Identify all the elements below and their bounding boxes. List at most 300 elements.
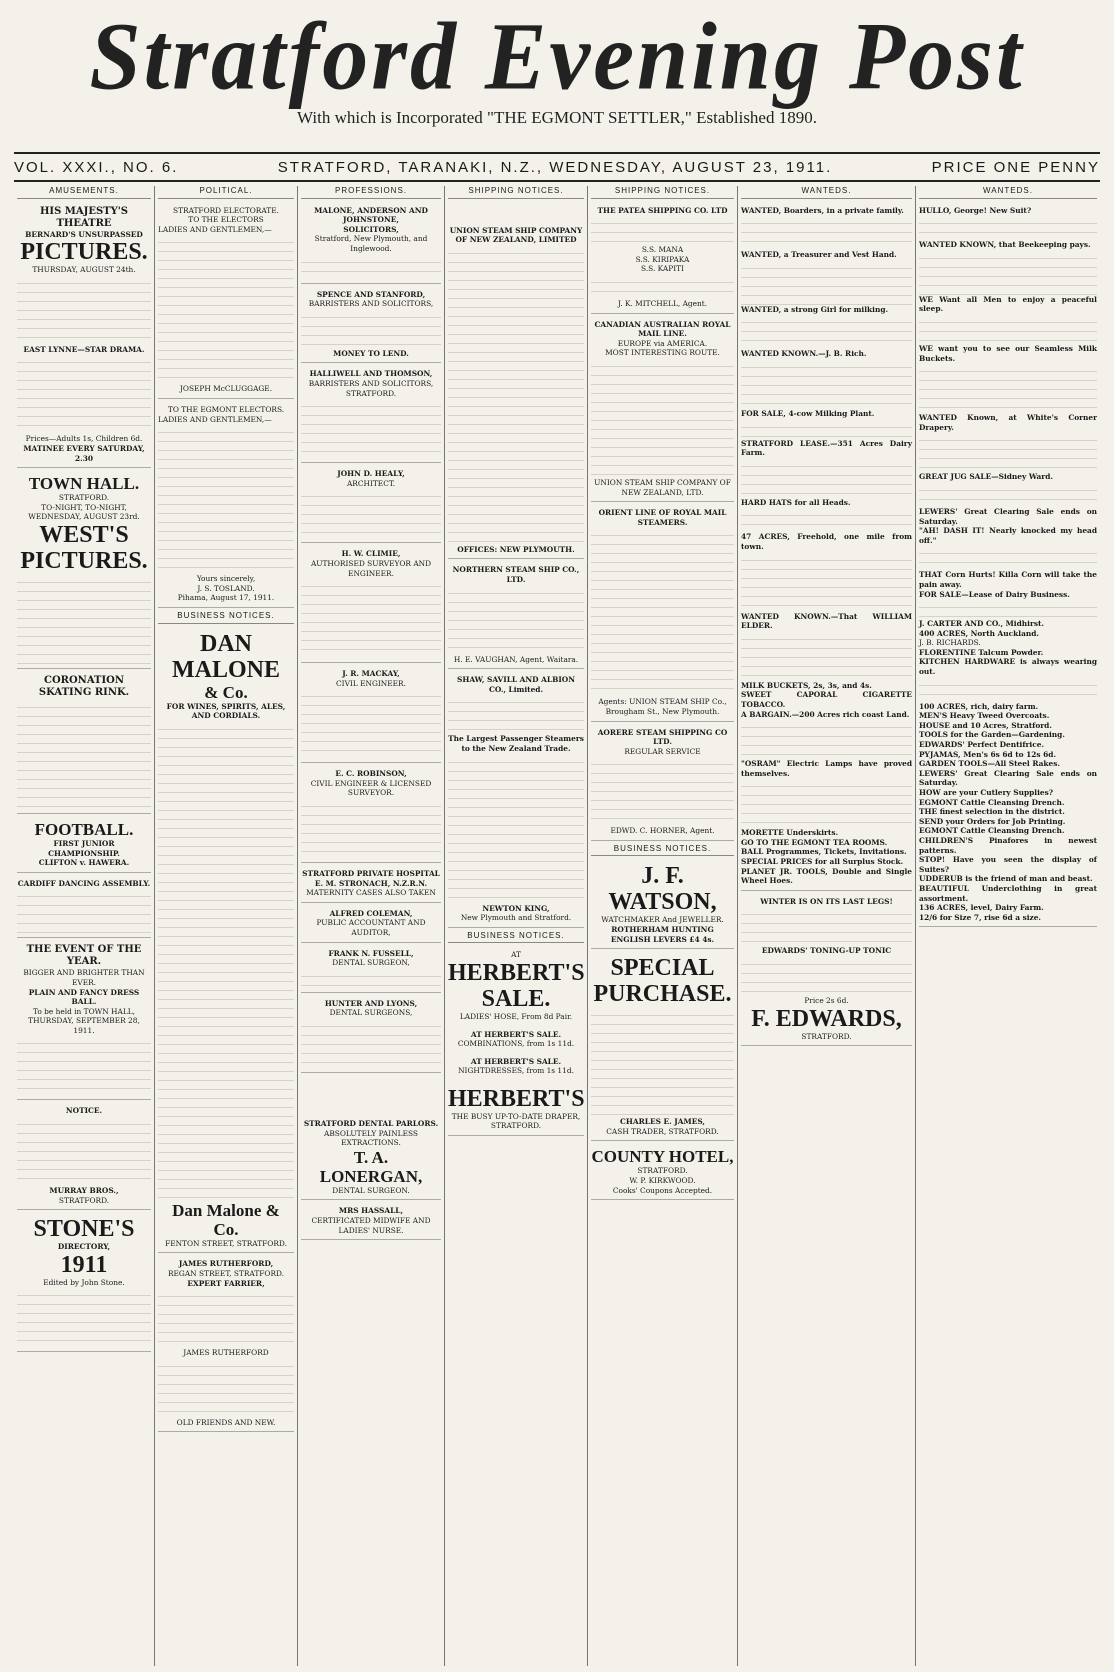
ad-line: Stratford, New Plymouth, and Inglewood. [314,234,428,253]
ad-line: DIRECTORY, [57,1242,111,1252]
ad-line: FIRST JUNIOR CHAMPIONSHIP. [48,838,120,858]
text-placeholder [301,488,441,538]
classified-item: KITCHEN HARDWARE is always wearing out. [919,657,1097,677]
ad-line: THE PATEA SHIPPING CO. LTD [597,205,728,215]
ad-line: OFFICES: NEW PLYMOUTH. [457,544,575,554]
classified-item: THAT Corn Hurts! Killa Corn will take the pain away. [919,570,1097,589]
classified-item: PYJAMAS, Men's 6s 6d to 12s 6d. [919,749,1057,759]
text-placeholder [741,359,912,409]
place-date: STRATFORD, TARANAKI, N.Z., WEDNESDAY, AUGUST 23, 1911. [277,158,833,176]
ad-line: TOWN HALL. [28,474,140,494]
ad-halliwell-thomson [301,366,441,463]
ad-private-hospital [301,866,441,903]
text-placeholder [17,1116,151,1186]
ad-stones-directory [17,1213,151,1352]
ad-line: HERBERT'S [448,959,585,986]
text-placeholder [741,215,912,250]
ad-line: OLD FRIENDS AND NEW. [176,1417,276,1427]
ad-line: MRS HASSALL, [338,1206,404,1216]
ad-line: ALFRED COLEMAN, [329,908,413,918]
text-placeholder [301,398,441,458]
ad-dental-parlors [301,1076,441,1200]
column-heading: POLITICAL. [158,186,294,199]
ad-line: E. C. ROBINSON, [335,769,407,779]
ad-line: Edited by John Stone. [43,1277,125,1287]
text-placeholder [741,631,912,681]
ad-line: EDWARDS' TONING-UP TONIC [761,946,892,956]
ad-line: CASH TRADER, STRATFORD. [606,1126,719,1136]
classified-item: WANTED, Boarders, in a private family. [741,205,904,215]
ad-line: J. F. WATSON, [608,863,717,916]
ad-line: SPECIAL [610,955,715,982]
text-placeholder [741,906,912,946]
ad-line: FENTON STREET, STRATFORD. [165,1238,287,1248]
ad-herberts-sale [448,947,584,1136]
classified-item: UDDERUB is the friend of man and beast. [919,874,1093,884]
classified-item: FOR SALE—Lease of Dairy Business. [919,589,1070,599]
ad-line: DAN MALONE [172,630,280,683]
column-heading: PROFESSIONS. [301,186,441,199]
text-placeholder [741,260,912,305]
ad-line: MONEY TO LEND. [333,348,409,358]
ad-fussell [301,946,441,993]
ad-line: CIVIL ENGINEER. [336,678,406,688]
ad-line: J. S. TOSLAND. [197,583,255,593]
ad-edwards-tonic [741,894,912,1046]
text-placeholder [158,234,294,384]
text-placeholder [17,1035,151,1095]
ad-line: CLIFTON v. HAWERA. [38,858,130,868]
classified-item: GARDEN TOOLS—All Steel Rakes. [919,759,1060,769]
column-wanteds-2 [916,186,1100,1666]
text-placeholder [158,1358,294,1418]
classified-item: SEND your Orders for Job Printing. [919,816,1066,826]
classified-item: WANTED KNOWN, that Beekeeping pays. [919,240,1091,250]
classified-item: A BARGAIN.—200 Acres rich coast Land. [741,709,910,719]
ad-line: MURRAY BROS., [49,1186,119,1196]
ad-line: ORIENT LINE OF ROYAL MAIL STEAMERS. [598,508,727,527]
ad-line: STRATFORD PRIVATE HOSPITAL [302,869,440,879]
ad-shaw-savill [448,672,584,928]
ad-line: AUTHORISED SURVEYOR AND ENGINEER. [310,558,432,578]
classified-item: BEAUTIFUL Underclothing in great assortment. [919,883,1097,903]
text-placeholder [919,432,1097,472]
ad-line: STRATFORD. [58,493,110,503]
ad-line: SPENCE AND STANFORD, [316,289,426,299]
ad-line: DENTAL SURGEON, [332,958,410,968]
ad-line: W. P. KIRKWOOD. [629,1176,696,1186]
ad-line: FOR WINES, SPIRITS, ALES, AND CORDIALS. [166,701,286,721]
ad-line: STONE'S [33,1216,135,1243]
ad-union-steam-ship [448,203,584,560]
ad-line: S.S. MANA [641,245,684,255]
text-placeholder [591,756,734,826]
ad-line: HALLIWELL AND THOMSON, [309,369,433,379]
ad-his-majestys-theatre [17,203,151,469]
column-wanteds-1 [738,186,916,1666]
ad-stratford-electorate [158,203,294,399]
ad-line: JAMES RUTHERFORD [183,1348,269,1358]
ad-line: BARRISTERS AND SOLICITORS, STRATFORD. [308,378,434,398]
classified-item: FOR SALE, 4-cow Milking Plant. [741,408,875,418]
classified-item: EDWARDS' Perfect Dentifrice. [919,740,1045,750]
classified-item: CHILDREN'S Pinafores in newest patterns. [919,835,1097,855]
ad-robinson [301,766,441,863]
classified-item: FLORENTINE Talcum Powder. [919,647,1044,657]
ship-illustration-icon [448,206,584,226]
text-placeholder [919,363,1097,413]
classified-item: J. CARTER AND CO., Midhirst. [919,619,1045,629]
ad-line: CANADIAN AUSTRALIAN ROYAL MAIL LINE. [594,319,731,339]
price: PRICE ONE PENNY [931,158,1100,176]
ad-line: S.S. KIRIPAKA [635,254,690,264]
ad-line: J. K. MITCHELL, Agent. [617,298,708,308]
classified-item: WANTED KNOWN.—J. B. Rich. [741,349,867,359]
classified-item: STOP! Have you seen the display of Suites? [919,855,1097,874]
classified-item: 100 ACRES, rich, dairy farm. [919,701,1039,711]
ad-line: ARCHITECT. [346,478,396,488]
ad-climie [301,546,441,663]
column-shipping-2 [588,186,738,1666]
ad-notice-murray [17,1103,151,1210]
ad-line: THE BUSY UP-TO-DATE DRAPER, [451,1111,581,1121]
newspaper-title: Stratford Evening Post [89,2,1025,110]
ad-line: T. A. LONERGAN, [319,1147,423,1186]
column-heading: BUSINESS NOTICES. [448,931,584,944]
ad-line: EAST LYNNE—STAR DRAMA. [23,344,145,354]
ad-line: PURCHASE. [593,981,732,1008]
ad-line: AT [511,950,521,960]
ad-line: UNION STEAM SHIP COMPANY OF NEW ZEALAND, LIMITED [449,225,583,245]
ad-line: MATINEE EVERY SATURDAY, 2.30 [23,443,145,463]
ad-line: J. R. MACKAY, [342,669,400,679]
text-placeholder [17,354,151,434]
text-placeholder [741,419,912,439]
ad-line: EDWD. C. HORNER, Agent. [610,826,715,836]
text-placeholder [17,699,151,809]
masthead [0,0,1114,150]
ad-line: AORERE STEAM SHIPPING CO LTD. [597,727,728,747]
ad-special-purchase [591,952,734,1141]
ad-line: Cooks' Coupons Accepted. [612,1185,713,1195]
ad-line: CIVIL ENGINEER & LICENSED SURVEYOR. [310,778,432,798]
classified-item: HOUSE and 10 Acres, Stratford. [919,720,1052,730]
ad-line: THURSDAY, AUGUST 24th. [32,265,136,275]
column-heading: BUSINESS NOTICES. [591,844,734,857]
classified-item: EGMONT Cattle Cleansing Drench. [919,826,1065,836]
classified-item: "OSRAM" Electric Lamps have proved themselves. [741,759,912,778]
ad-line: TO THE ELECTORS [188,215,264,225]
ad-line: STRATFORD ELECTORATE. [173,205,279,215]
text-placeholder [741,458,912,498]
text-placeholder [591,358,734,478]
ad-line: Price 2s 6d. [804,996,849,1006]
ad-egmont-electors [158,402,294,608]
ad-line: BERNARD'S UNSURPASSED [25,229,143,239]
column-heading: BUSINESS NOTICES. [158,611,294,624]
ad-line: CARDIFF DANCING ASSEMBLY. [17,878,151,888]
ad-line: SOLICITORS, [343,224,399,234]
ad-line: F. EDWARDS, [751,1005,902,1032]
ad-jf-watson [591,860,734,949]
ad-line: SALE. [481,985,551,1012]
ad-line: H. W. CLIMIE, [341,549,401,559]
newspaper-subtitle: With which is Incorporated "THE EGMONT SETTLER," Established 1890. [297,108,817,127]
ad-coronation-skating-rink [17,672,151,814]
column-heading: SHIPPING NOTICES. [591,186,734,199]
ad-line: REGULAR SERVICE [624,746,701,756]
ad-line: CHARLES E. JAMES, [620,1117,705,1127]
ad-line: UNION STEAM SHIP COMPANY OF NEW ZEALAND, LTD. [594,477,731,497]
volume-number: VOL. XXXI., NO. 6. [14,158,179,176]
ad-line: STRATFORD. [801,1031,852,1041]
text-placeholder [17,888,151,933]
dateline [14,152,1100,182]
classified-item: TOOLS for the Garden—Gardening. [919,730,1065,740]
ad-malone-anderson [301,203,441,284]
ad-line: PLAIN AND FANCY DRESS BALL. [28,987,140,1007]
classifieds [919,203,1097,928]
classified-item: MEN'S Heavy Tweed Overcoats. [919,711,1050,721]
ad-line: & Co. [204,682,248,702]
classified-item: "AH! DASH IT! Nearly knocked my head off." [919,526,1097,545]
ad-line: WEST'S [39,521,129,548]
text-placeholder [591,527,734,697]
classified-item: BALL Programmes, Tickets, Invitations. [741,847,907,857]
classified-item: WANTED Known, at White's Corner Drapery. [919,413,1097,432]
ad-patea-shipping [591,203,734,314]
ad-line: NORTHERN STEAM SHIP CO., LTD. [452,565,580,584]
ad-line: H. E. VAUGHAN, Agent, Waitara. [453,654,579,664]
ad-line: BARRISTERS AND SOLICITORS, [308,299,434,309]
ad-line: SHAW, SAVILL AND ALBION CO., Limited. [457,675,575,694]
text-placeholder [919,482,1097,507]
ad-line: STRATFORD. [490,1121,542,1131]
ad-northern-steam-ship [448,562,584,669]
classified-item: THE finest selection in the district. [919,807,1065,817]
ad-line: THE EVENT OF THE YEAR. [26,944,142,968]
ad-line: ABSOLUTELY PAINLESS EXTRACTIONS. [324,1128,418,1148]
classified-item: GREAT JUG SALE—Sidney Ward. [919,472,1053,482]
text-placeholder [448,754,584,904]
ad-line: Agents: UNION STEAM SHIP Co., Brougham St., New Plymouth. [598,697,727,716]
ad-line: Prices—Adults 1s, Children 6d. [25,434,143,444]
text-placeholder [301,1018,441,1068]
text-placeholder [301,254,441,279]
column-professions [298,186,445,1666]
ad-line: HERBERT'S [448,1085,585,1112]
ad-james-rutherford [158,1256,294,1432]
ad-line: BIGGER AND BRIGHTER THAN EVER. [23,968,145,987]
ad-line: Dan Malone & Co. [172,1200,280,1239]
text-placeholder [591,1007,734,1117]
text-placeholder [591,215,734,245]
classified-item: STRATFORD LEASE.—351 Acres Dairy Farm. [741,438,912,458]
ad-line: LADIES AND GENTLEMEN,— [158,224,272,234]
ad-line: PUBLIC ACCOUNTANT AND AUDITOR, [316,918,426,938]
ad-line: WINTER IS ON ITS LAST LEGS! [760,896,893,906]
text-placeholder [919,599,1097,619]
text-placeholder [591,274,734,299]
classified-item: SWEET CAPORAL CIGARETTE TOBACCO. [741,690,912,709]
classified-item: WANTED, a strong Girl for milking. [741,304,889,314]
text-placeholder [448,585,584,655]
classified-item: GO TO THE EGMONT TEA ROOMS. [741,837,888,847]
classified-item: J. B. RICHARDS. [919,638,981,648]
ad-line: JOSEPH McCLUGGAGE. [179,384,273,394]
text-placeholder [158,424,294,574]
classified-item: HOW are your Cutlery Supplies? [919,788,1054,797]
ad-line: TO-NIGHT, TO-NIGHT, WEDNESDAY, AUGUST 23rd. [28,502,140,522]
ad-canadian-australian [591,317,734,503]
ad-line: COUNTY HOTEL, [591,1147,734,1167]
text-placeholder [158,721,294,1201]
ad-line: FOOTBALL. [34,819,134,839]
text-placeholder [301,309,441,349]
ad-fancy-dress-ball [17,941,151,1100]
classified-item: 136 ACRES, level, Dairy Farm. [919,903,1044,913]
text-placeholder [741,507,912,532]
ad-line: TO THE EGMONT ELECTORS. [167,404,285,414]
ad-line: LADIES AND GENTLEMEN,— [158,414,272,424]
ad-line: LADIES' HOSE, From 8d Pair. [459,1011,573,1021]
ad-line: 1911 [60,1251,108,1278]
ad-line: WATCHMAKER And JEWELLER. [601,915,724,925]
ad-cardiff-dancing [17,876,151,939]
ad-mrs-hassall [301,1203,441,1240]
column-heading: SHIPPING NOTICES. [448,186,584,199]
ad-town-hall [17,471,151,669]
ad-hunter-lyons [301,996,441,1073]
ad-line: THURSDAY, SEPTEMBER 28, 1911. [28,1016,140,1035]
ad-county-hotel [591,1144,734,1200]
ad-coleman [301,906,441,943]
classified-item: HARD HATS for all Heads. [741,497,851,507]
text-placeholder [301,578,441,658]
classified-item: WE want you to see our Seamless Milk Buckets. [919,343,1097,363]
classified-item: SPECIAL PRICES for all Surplus Stock. [741,857,904,867]
text-placeholder [741,314,912,349]
text-placeholder [919,314,1097,344]
column-shipping-1 [445,186,588,1666]
classified-item: 47 ACRES, Freehold, one mile from town. [741,532,912,551]
classified-item: 400 ACRES, North Auckland. [919,628,1039,638]
ad-line: FRANK N. FUSSELL, [328,948,414,958]
column-heading: WANTEDS. [919,186,1097,199]
classified-item: WANTED, a Treasurer and Vest Hand. [741,250,897,260]
ad-line: To be held in TOWN HALL, [32,1006,135,1016]
ad-line: HUNTER AND LYONS, [324,998,418,1008]
ad-line: Pihama, August 17, 1911. [177,593,275,603]
ad-line: JAMES RUTHERFORD, [178,1259,274,1269]
ad-line: MATERNITY CASES ALSO TAKEN [306,888,436,898]
ad-line: NIGHTDRESSES, from 1s 11d. [458,1066,574,1076]
classified-item: EGMONT Cattle Cleansing Drench. [919,797,1065,807]
text-placeholder [301,688,441,758]
classified-item: MILK BUCKETS, 2s, 3s, and 4s. [741,680,872,690]
ad-line: STRATFORD. [58,1195,110,1205]
text-placeholder [448,694,584,734]
column-heading: WANTEDS. [741,186,912,199]
ad-line: HIS MAJESTY'S THEATRE [39,205,129,229]
ad-line: CORONATION SKATING RINK. [38,674,130,698]
ad-line: Yours sincerely, [196,574,256,584]
text-placeholder [919,677,1097,702]
text-placeholder [919,545,1097,570]
ad-line: MALONE, ANDERSON AND JOHNSTONE, [314,205,428,225]
classified-item: PLANET JR. TOOLS, Double and Single Wheel Hoes. [741,866,912,886]
ad-john-healy [301,466,441,543]
classified-item: WANTED KNOWN.—That WILLIAM ELDER. [741,611,912,631]
text-placeholder [301,968,441,988]
classified-item: HULLO, George! New Suit? [919,205,1032,215]
ad-line: DENTAL SURGEONS, [329,1008,413,1018]
ad-line: PICTURES. [20,547,148,574]
text-placeholder [158,1288,294,1348]
text-placeholder [741,956,912,996]
classified-item: LEWERS' Great Clearing Sale ends on Saturday. [919,506,1097,526]
ad-line: DENTAL SURGEON. [332,1185,410,1195]
ad-line: EUROPE via AMERICA. [617,338,708,348]
ad-line: COMBINATIONS, from 1s 11d. [457,1039,575,1049]
ad-line: PICTURES. [20,239,148,266]
column-amusements [14,186,155,1666]
ad-line: MOST INTERESTING ROUTE. [605,348,720,358]
classified-item: 12/6 for Size 7, rise 6d a size. [919,912,1042,922]
text-placeholder [741,778,912,828]
ad-line: AT HERBERT'S SALE. [470,1029,562,1039]
text-placeholder [17,275,151,345]
column-heading: AMUSEMENTS. [17,186,151,199]
classified-item: LEWERS' Great Clearing Sale ends on Saturday. [919,768,1097,788]
ad-spence-stanford [301,287,441,364]
ad-line: The Largest Passenger Steamers to the New Zealand Trade. [448,734,584,753]
ad-line: ROTHERHAM HUNTING ENGLISH LEVERS £4 4s. [610,925,715,944]
text-placeholder [301,798,441,858]
ad-orient-line [591,505,734,721]
ad-dan-malone [158,628,294,1254]
classifieds [741,203,912,891]
classified-item: MORETTE Underskirts. [741,828,839,838]
ad-line: E. M. STRONACH, N.Z.R.N. [314,878,428,888]
text-placeholder [17,574,151,664]
classified-item: WE Want all Men to enjoy a peaceful sleep. [919,294,1097,314]
ad-line: JOHN D. HEALY, [337,469,405,479]
ad-line: STRATFORD. [637,1166,688,1176]
ad-line: EXPERT FARRIER, [187,1278,265,1288]
ad-line: NOTICE. [65,1106,103,1116]
text-placeholder [741,719,912,759]
column-political [155,186,298,1666]
text-placeholder [17,1287,151,1347]
text-placeholder [919,215,1097,240]
ad-football [17,817,151,873]
columns [14,186,1100,1666]
text-placeholder [919,250,1097,295]
ad-line: CERTIFICATED MIDWIFE AND LADIES' NURSE. [311,1215,431,1235]
ad-line: New Plymouth and Stratford. [460,913,572,923]
ad-line: AT HERBERT'S SALE. [470,1056,562,1066]
text-placeholder [448,245,584,545]
teeth-illustration-icon [301,1079,441,1119]
ad-line: NEWTON KING, [482,903,550,913]
ad-line: STRATFORD DENTAL PARLORS. [303,1119,439,1128]
ad-aorere-shipping [591,725,734,841]
ad-line: REGAN STREET, STRATFORD. [167,1268,285,1278]
ad-line: S.S. KAPITI [641,264,684,274]
ad-mackay [301,666,441,763]
text-placeholder [741,552,912,612]
